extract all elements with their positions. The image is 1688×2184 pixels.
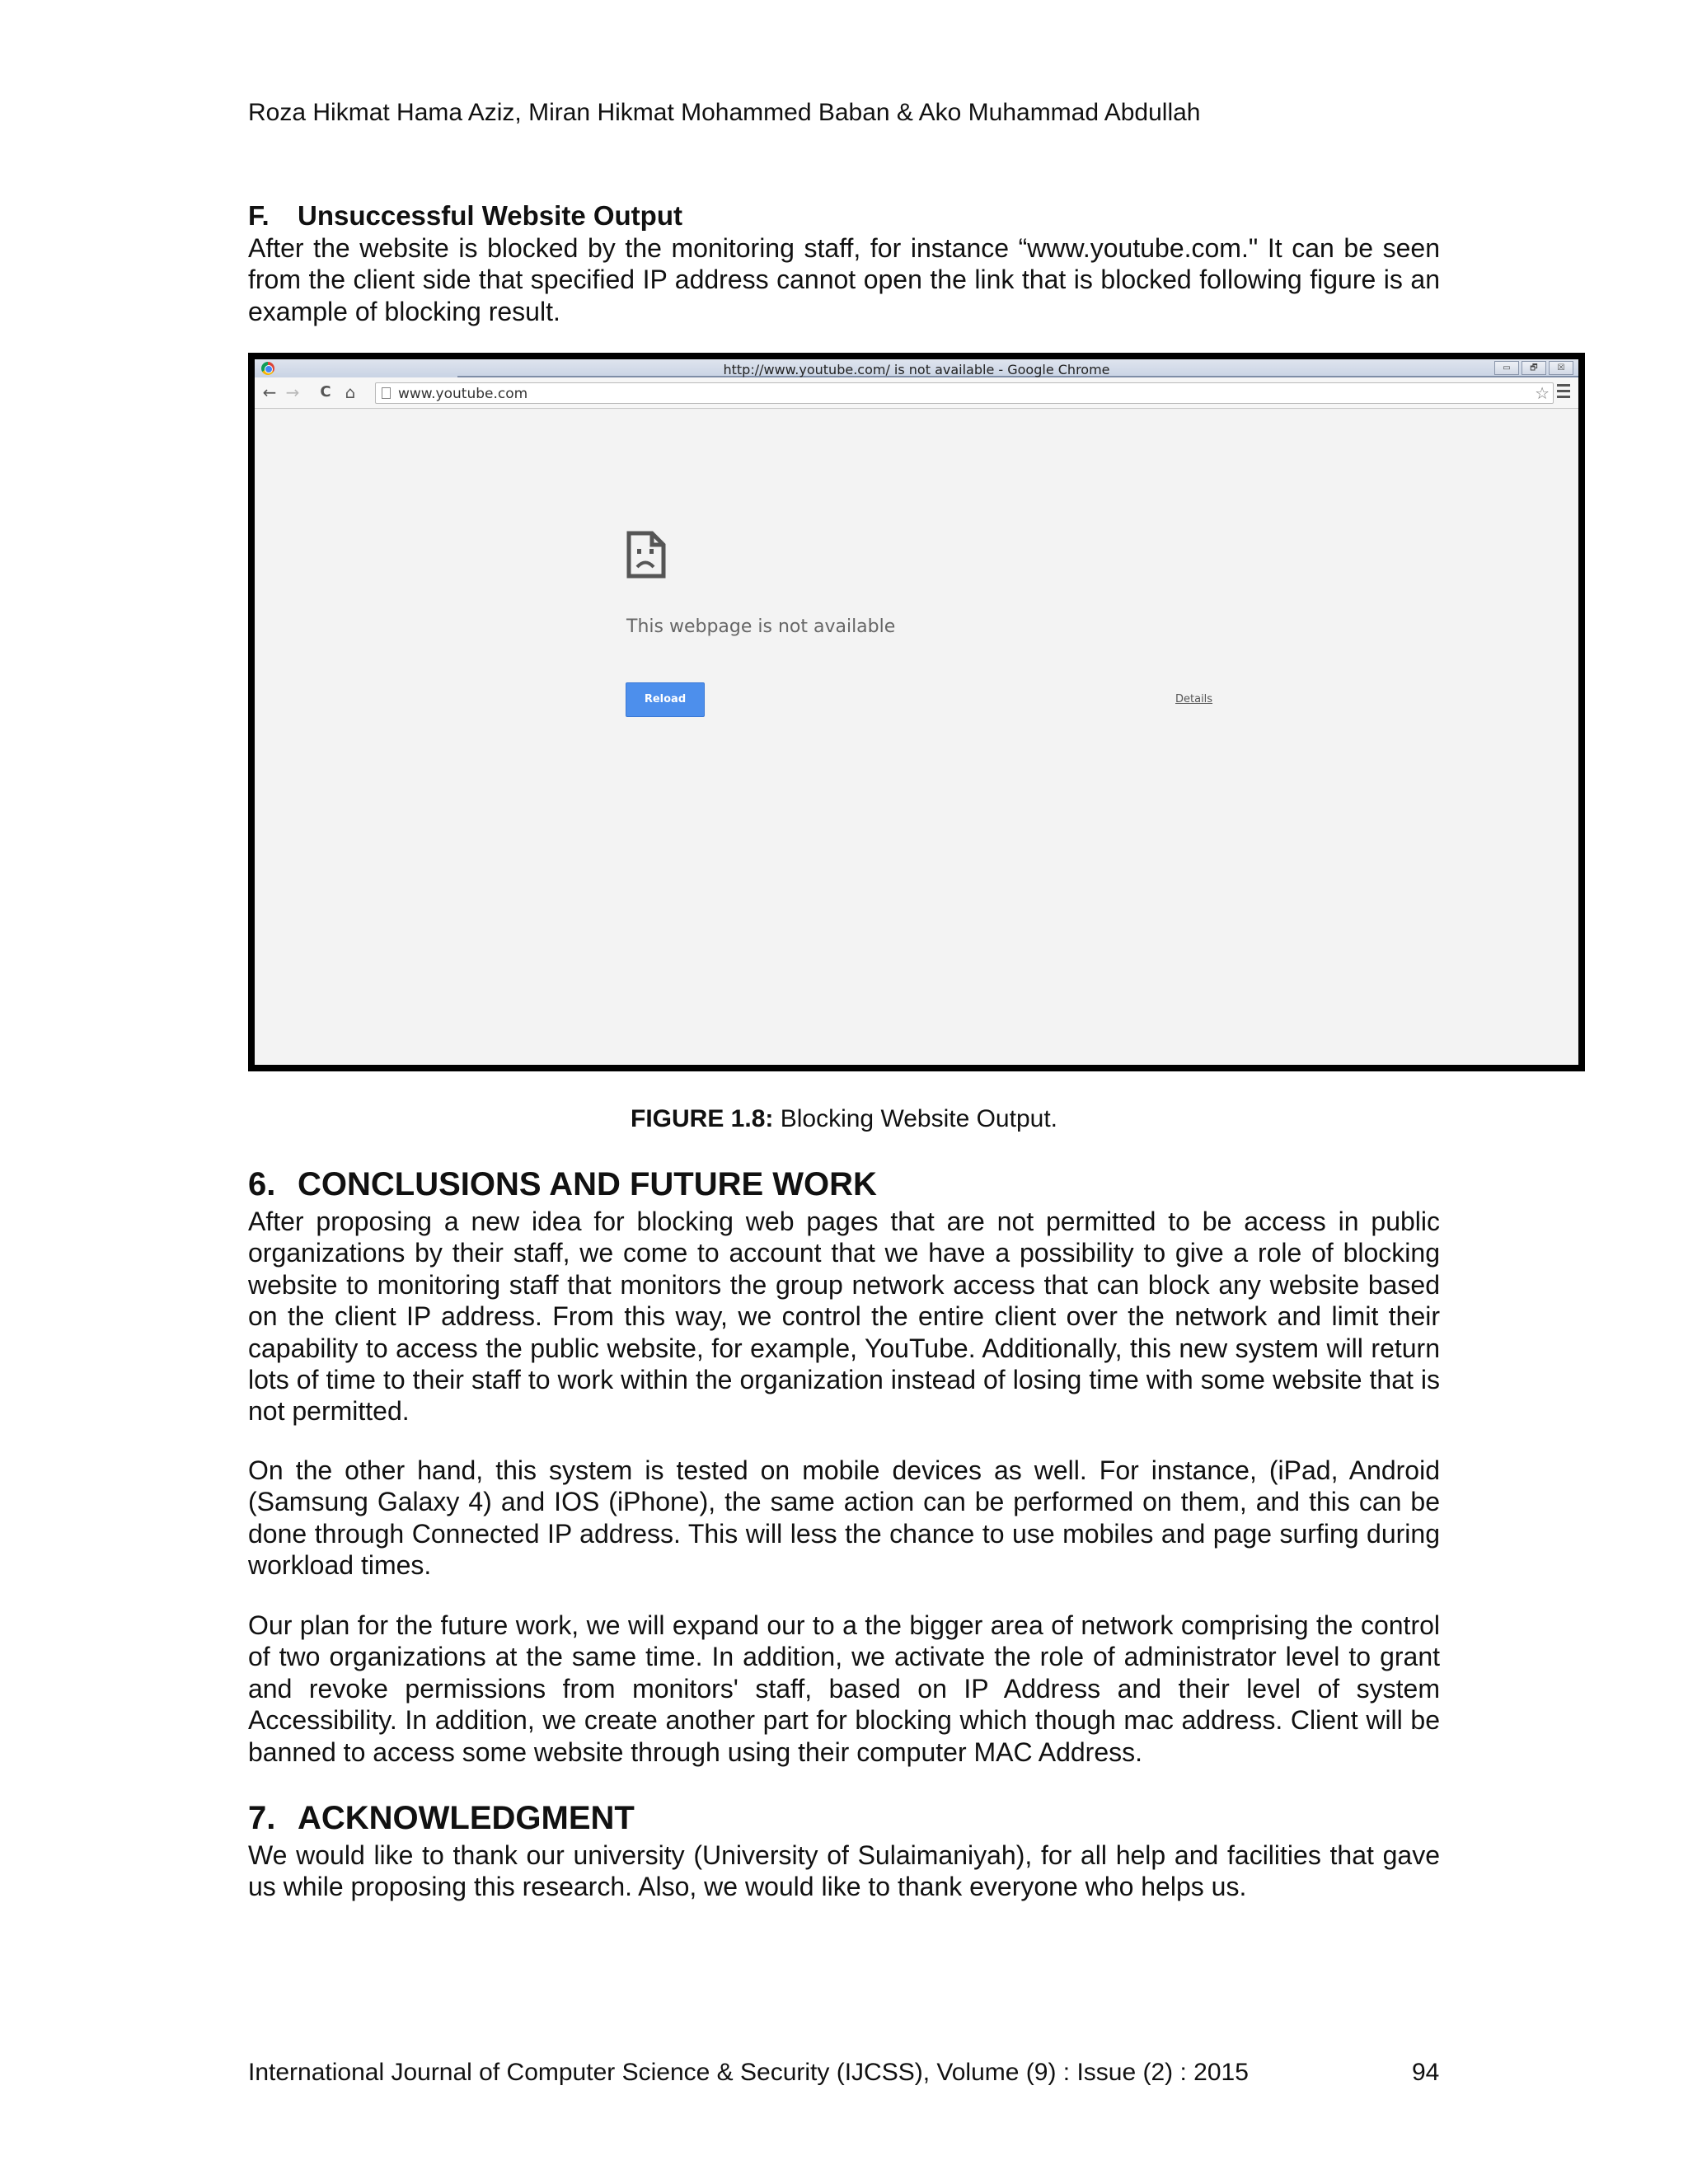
section-7-number: 7. bbox=[248, 1800, 276, 1836]
section-7-heading bbox=[248, 1800, 635, 1837]
section-6-paragraph-3: Our plan for the future work, we will expand our to a the bigger area of network comprising the control of two organizations at the same time. In addition, we activate the role of administrator level to grant and revoke permissions from monitors' staff, based on IP Address and their level of system Accessibility. In addition, we create another part for blocking which though mac address. Client will be banned to access some website through using their computer MAC Address. bbox=[248, 1610, 1440, 1767]
browser-toolbar bbox=[255, 377, 1578, 409]
window-controls bbox=[1494, 361, 1573, 375]
footer-journal: International Journal of Computer Science & Security (IJCSS), Volume (9) : Issue (2) : 2015 bbox=[248, 2059, 1249, 2086]
browser-content bbox=[255, 410, 1578, 1065]
sad-page-icon bbox=[626, 531, 667, 579]
browser-titlebar bbox=[255, 359, 1578, 377]
close-button[interactable]: ☒ bbox=[1549, 361, 1573, 375]
page-icon bbox=[382, 387, 391, 399]
address-bar[interactable] bbox=[375, 382, 1554, 404]
section-6-title: CONCLUSIONS AND FUTURE WORK bbox=[298, 1166, 877, 1202]
reload-button[interactable]: Reload bbox=[626, 682, 705, 717]
bookmark-star-icon[interactable]: ☆ bbox=[1535, 383, 1550, 403]
window-title: http://www.youtube.com/ is not available - Google Chrome bbox=[723, 362, 1110, 377]
section-f-heading bbox=[248, 200, 682, 232]
forward-icon[interactable]: → bbox=[285, 382, 300, 402]
section-6-paragraph-2: On the other hand, this system is tested on mobile devices as well. For instance, (iPad, Android (Samsung Galaxy 4) and IOS (iPhone), the same action can be performed on them, and this can be done through Connected IP address. This will less the chance to use mobiles and page surfing during workload times. bbox=[248, 1455, 1440, 1581]
running-head: Roza Hikmat Hama Aziz, Miran Hikmat Mohammed Baban & Ako Muhammad Abdullah bbox=[248, 99, 1201, 126]
restore-button[interactable]: 🗗 bbox=[1522, 361, 1546, 375]
home-icon[interactable]: ⌂ bbox=[345, 382, 356, 402]
error-message: This webpage is not available bbox=[626, 616, 896, 637]
section-6-heading bbox=[248, 1166, 877, 1203]
section-f-number: F. bbox=[248, 200, 270, 231]
section-f-paragraph: After the website is blocked by the monitoring staff, for instance “www.youtube.com." It can be seen from the client side that specified IP address cannot open the link that is blocked following figure is an example of blocking result. bbox=[248, 233, 1440, 326]
section-6-paragraph-1: After proposing a new idea for blocking web pages that are not permitted to be access in public organizations by their staff, we come to account that we have a possibility to give a role of blocking website to monitoring staff that monitors the group network access that can block any website based on the client IP address. From this way, we control the entire client over the network and limit their capability to access the public website, for example, YouTube. Additionally, this new system will return lots of time to their staff to work within the organization instead of losing time with some website that is not permitted. bbox=[248, 1207, 1440, 1427]
section-f-title: Unsuccessful Website Output bbox=[298, 200, 682, 231]
section-7-title: ACKNOWLEDGMENT bbox=[298, 1800, 635, 1836]
address-text[interactable]: www.youtube.com bbox=[398, 386, 528, 402]
page-number: 94 bbox=[1412, 2059, 1440, 2086]
section-7-paragraph: We would like to thank our university (University of Sulaimaniyah), for all help and facilities that gave us while proposing this research. Also, we would like to thank everyone who helps us. bbox=[248, 1840, 1440, 1902]
back-icon[interactable]: ← bbox=[262, 382, 277, 402]
menu-icon[interactable] bbox=[1557, 384, 1570, 399]
figure-caption bbox=[0, 1105, 1688, 1133]
details-link[interactable]: Details bbox=[1175, 693, 1213, 705]
figure-caption-label: FIGURE 1.8: bbox=[631, 1105, 774, 1132]
reload-icon[interactable]: C bbox=[320, 383, 331, 401]
section-6-number: 6. bbox=[248, 1166, 276, 1202]
figure-caption-text: Blocking Website Output. bbox=[773, 1105, 1057, 1132]
minimize-button[interactable]: ▭ bbox=[1494, 361, 1519, 375]
figure-browser-screenshot bbox=[248, 353, 1585, 1071]
